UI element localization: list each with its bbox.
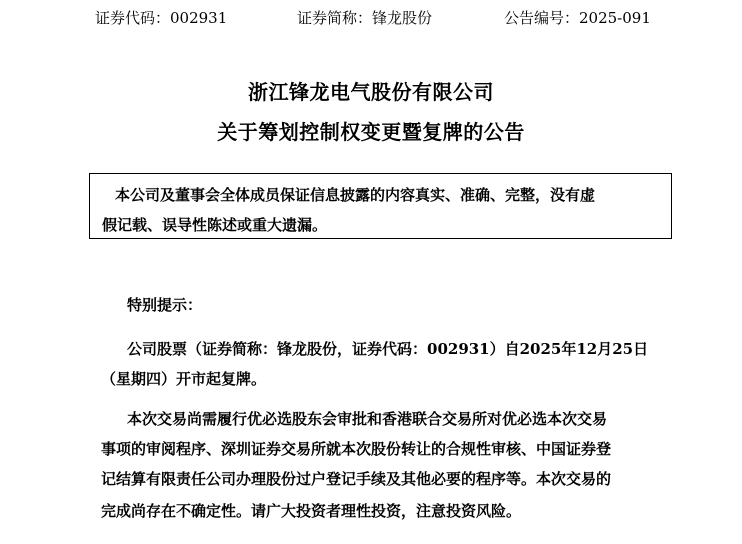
paragraph-1-line: 公司股票（证券简称：锋龙股份，证券代码：002931）自2025年12月25日 — [127, 340, 649, 358]
paragraph-2-line: 事项的审阅程序、深圳证券交易所就本次股份转让的合规性审核、中国证券登 — [101, 440, 612, 458]
announcement-number: 公告编号：2025-091 — [504, 9, 651, 27]
special-notice-label: 特别提示： — [127, 296, 203, 314]
paragraph-2-line: 记结算有限责任公司办理股份过户登记手续及其他必要的程序等。本次交易的 — [101, 470, 612, 488]
disclosure-notice-box — [89, 173, 672, 239]
notice-line-1: 本公司及董事会全体成员保证信息披露的内容真实、准确、完整，没有虚 — [115, 186, 596, 204]
paragraph-1-line: （星期四）开市起复牌。 — [101, 370, 267, 388]
paragraph-2-line: 完成尚存在不确定性。请广大投资者理性投资，注意投资风险。 — [101, 502, 522, 520]
paragraph-2-line: 本次交易尚需履行优必选股东会审批和香港联合交易所对优必选本次交易 — [127, 410, 608, 428]
stock-abbreviation: 证券简称：锋龙股份 — [297, 9, 433, 27]
document-header — [0, 6, 742, 30]
announcement-title: 关于筹划控制权变更暨复牌的公告 — [217, 120, 525, 144]
stock-code: 证券代码：002931 — [95, 9, 228, 27]
company-name-title: 浙江锋龙电气股份有限公司 — [248, 80, 494, 104]
notice-line-2: 假记载、误导性陈述或重大遗漏。 — [102, 216, 328, 234]
